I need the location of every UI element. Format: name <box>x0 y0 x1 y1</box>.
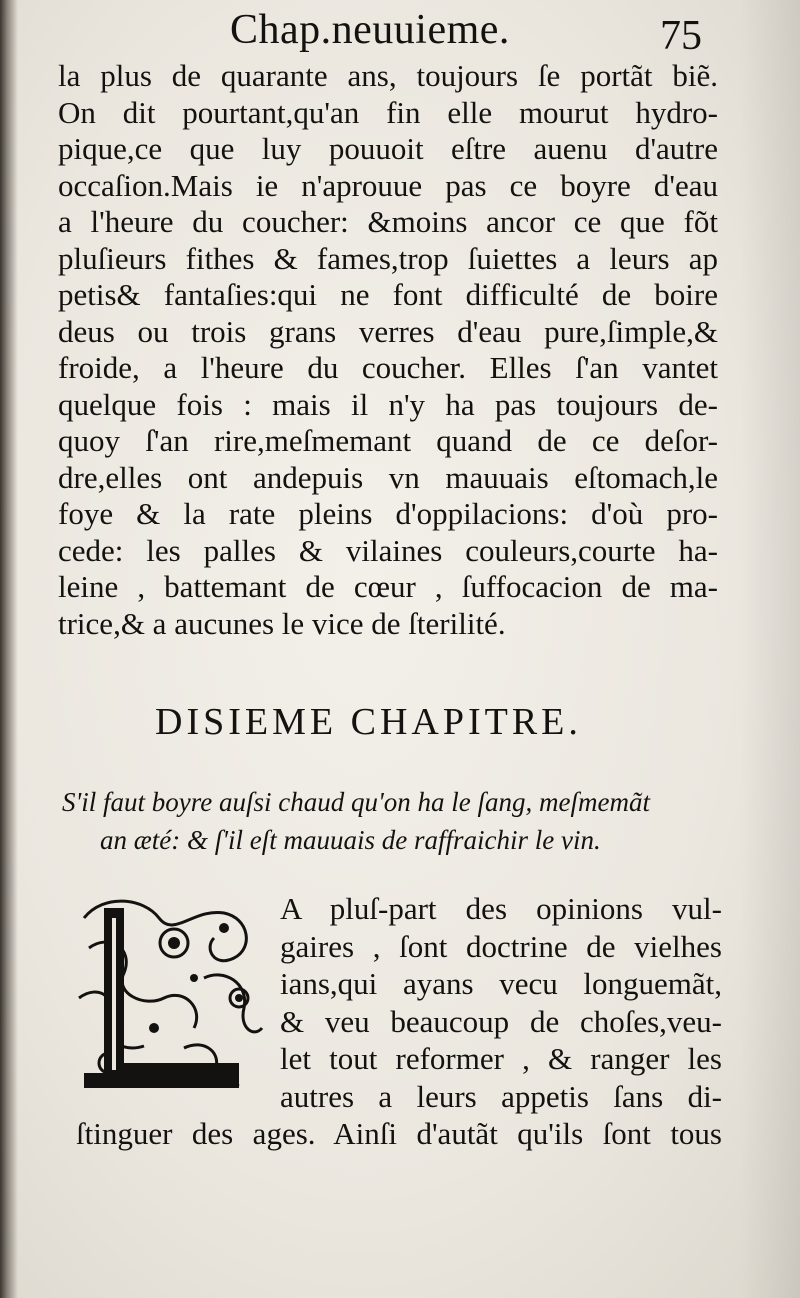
text-line: cede: les palles & vilaines couleurs,courte ha- <box>58 532 718 568</box>
text-line: & veu beaucoup de choſes,veu- <box>280 1003 722 1039</box>
page-number: 75 <box>660 13 702 59</box>
running-title: Chap.neuuieme. <box>230 7 510 53</box>
text-line: quoy ſ'an rire,meſmemant quand de ce deſor- <box>58 423 718 458</box>
decorated-initial-icon <box>64 888 268 1096</box>
text-line: petis& fantaſies:qui ne font difficulté de boire <box>58 277 718 312</box>
text-line: quelque fois : mais il n'y ha pas toujours de- <box>58 386 718 422</box>
chapter-heading: DISIEME CHAPITRE. <box>155 701 582 743</box>
chapter-intro-paragraph <box>280 890 722 1115</box>
text-line: ſtinguer des ages. Ainſi d'autãt qu'ils ſont tous <box>76 1116 722 1151</box>
gutter-shadow <box>0 0 18 1298</box>
text-line: leine , battemant de cœur , ſuffocacion de ma- <box>58 569 718 604</box>
chapter-intro-continuation <box>76 1115 722 1153</box>
text-line: foye & la rate pleins d'oppilacions: d'où pro- <box>58 496 718 531</box>
text-line: dre,elles ont andepuis vn mauuais eſtomach,le <box>58 459 718 495</box>
text-line: la plus de quarante ans, toujours ſe portãt biẽ. <box>58 58 718 93</box>
text-line: deus ou trois grans verres d'eau pure,ſimple,& <box>58 313 718 349</box>
text-line: pique,ce que luy pouuoit eſtre auenu d'autre <box>58 131 718 166</box>
text-line: pluſieurs fithes & fames,trop ſuiettes a leurs ap <box>58 240 718 276</box>
text-line: a l'heure du coucher: &moins ancor ce que fõt <box>58 204 718 239</box>
page-edge-shade <box>740 0 800 1298</box>
text-line: ians,qui ayans vecu longuemãt, <box>280 966 722 1001</box>
body-paragraph <box>58 58 718 642</box>
text-line: froide, a l'heure du coucher. Elles ſ'an vantet <box>58 350 718 385</box>
text-line: autres a leurs appetis ſans di- <box>280 1078 722 1114</box>
text-line: gaires , ſont doctrine de vielhes <box>280 928 722 964</box>
text-line: A pluſ-part des opinions vul- <box>280 891 722 926</box>
text-line: occaſion.Mais ie n'aprouue pas ce boyre d'eau <box>58 167 718 203</box>
text-line: On dit pourtant,qu'an fin elle mourut hydro- <box>58 94 718 130</box>
chapter-subtitle-line: S'il faut boyre auſsi chaud qu'on ha le ſang, meſmemãt <box>62 787 650 817</box>
chapter-subtitle-line: an æté: & ſ'il eſt mauuais de raffraichir le vin. <box>100 825 601 855</box>
text-line: let tout reformer , & ranger les <box>280 1041 722 1076</box>
text-line: trice,& a aucunes le vice de ſterilité. <box>58 605 506 641</box>
